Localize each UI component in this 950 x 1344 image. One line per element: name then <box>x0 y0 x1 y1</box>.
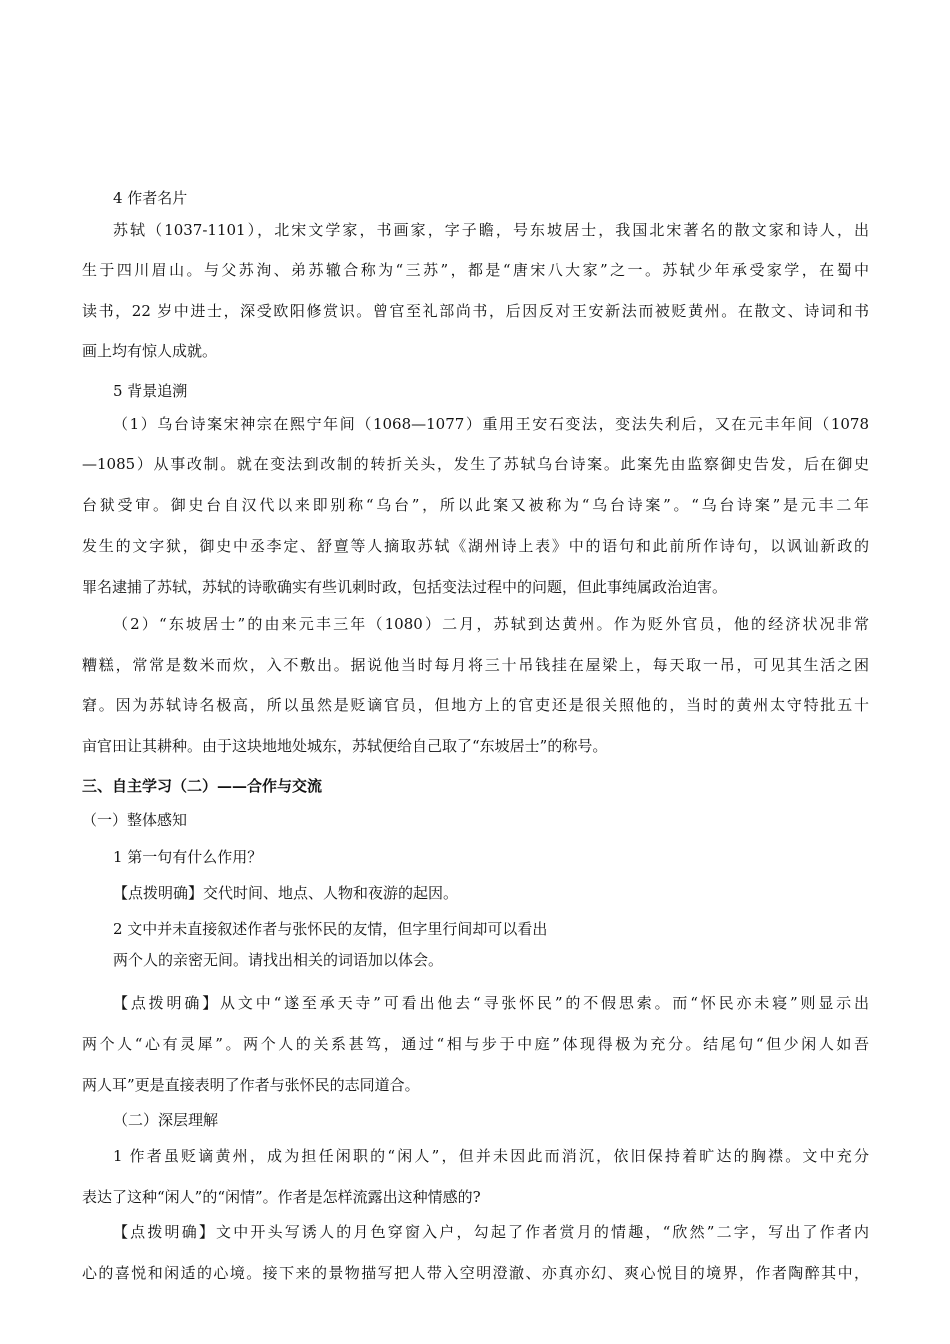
background-1-line-2: —1085）从事改制。就在变法到改制的转折关头，发生了苏轼乌台诗案。此案先由监察御史告发，后在御史 <box>82 455 869 473</box>
subheading-overall-perception: （一）整体感知 <box>82 811 188 829</box>
question-1: 1 第一句有什么作用？ <box>113 848 263 866</box>
background-1-line-5: 罪名逮捕了苏轼，苏轼的诗歌确实有些讥刺时政，包括变法过程中的问题，但此事纯属政治迫害。 <box>82 578 728 596</box>
chapter-heading-self-study: 三、自主学习（二）——合作与交流 <box>82 777 323 795</box>
section-heading-background: 5 背景追溯 <box>113 382 188 400</box>
background-2-line-4: 亩官田让其耕种。由于这块地地处城东，苏轼便给自己取了“东坡居士”的称号。 <box>82 737 608 755</box>
answer-3-line-1: 【点拨明确】文中开头写诱人的月色穿窗入户，勾起了作者赏月的情趣，“欣然”二字，写出了作者内 <box>113 1223 869 1241</box>
question-3-line-1: 1 作者虽贬谪黄州，成为担任闲职的“闲人”，但并未因此而消沉，依旧保持着旷达的胸襟。文中充分 <box>113 1147 869 1165</box>
background-1-line-3: 台狱受审。御史台自汉代以来即别称“乌台”，所以此案又被称为“乌台诗案”。“乌台诗案”是元丰二年 <box>82 496 869 514</box>
answer-3-line-2: 心的喜悦和闲适的心境。接下来的景物描写把人带入空明澄澈、亦真亦幻、爽心悦目的境界，作者陶醉其中， <box>82 1264 869 1282</box>
background-2-line-1: （2）“东坡居士”的由来元丰三年（1080）二月，苏轼到达黄州。作为贬外官员，他的经济状况非常 <box>113 615 869 633</box>
author-line-3: 读书，22 岁中进士，深受欧阳修赏识。曾官至礼部尚书，后因反对王安新法而被贬黄州。在散文、诗词和书 <box>82 302 869 320</box>
author-line-2: 生于四川眉山。与父苏洵、弟苏辙合称为“三苏”，都是“唐宋八大家”之一。苏轼少年承受家学，在蜀中 <box>82 261 869 279</box>
background-2-line-3: 窘。因为苏轼诗名极高，所以虽然是贬谪官员，但地方上的官吏还是很关照他的，当时的黄州太守特批五十 <box>82 696 869 714</box>
background-1-line-4: 发生的文字狱，御史中丞李定、舒亶等人摘取苏轼《湖州诗上表》中的语句和此前所作诗句，以讽讪新政的 <box>82 537 869 555</box>
answer-2-line-3: 两人耳”更是直接表明了作者与张怀民的志同道合。 <box>82 1076 420 1094</box>
author-line-4: 画上均有惊人成就。 <box>82 342 218 360</box>
background-1-line-1: （1）乌台诗案宋神宗在熙宁年间（1068—1077）重用王安石变法，变法失利后，又在元丰年间（1078 <box>113 415 869 433</box>
question-2-line-1: 2 文中并未直接叙述作者与张怀民的友情，但字里行间却可以看出 <box>113 920 548 938</box>
question-3-line-2: 表达了这种“闲人”的“闲情”。作者是怎样流露出这种情感的? <box>82 1188 481 1206</box>
question-2-line-2: 两个人的亲密无间。请找出相关的词语加以体会。 <box>113 951 444 969</box>
section-heading-author: 4 作者名片 <box>113 189 188 207</box>
subheading-deep-understanding: （二）深层理解 <box>113 1111 219 1129</box>
answer-2-line-2: 两个人“心有灵犀”。两个人的关系甚笃，通过“相与步于中庭”体现得极为充分。结尾句“但少闲人如吾 <box>82 1035 869 1053</box>
background-2-line-2: 糟糕，常常是数米而炊，入不敷出。据说他当时每月将三十吊钱挂在屋梁上，每天取一吊，可见其生活之困 <box>82 656 869 674</box>
author-line-1: 苏轼（1037-1101），北宋文学家，书画家，字子瞻，号东坡居士，我国北宋著名的散文家和诗人，出 <box>113 221 869 239</box>
answer-1: 【点拨明确】交代时间、地点、人物和夜游的起因。 <box>113 884 459 902</box>
answer-2-line-1: 【点拨明确】从文中“遂至承天寺”可看出他去“寻张怀民”的不假思索。而“怀民亦未寝”则显示出 <box>113 994 869 1012</box>
